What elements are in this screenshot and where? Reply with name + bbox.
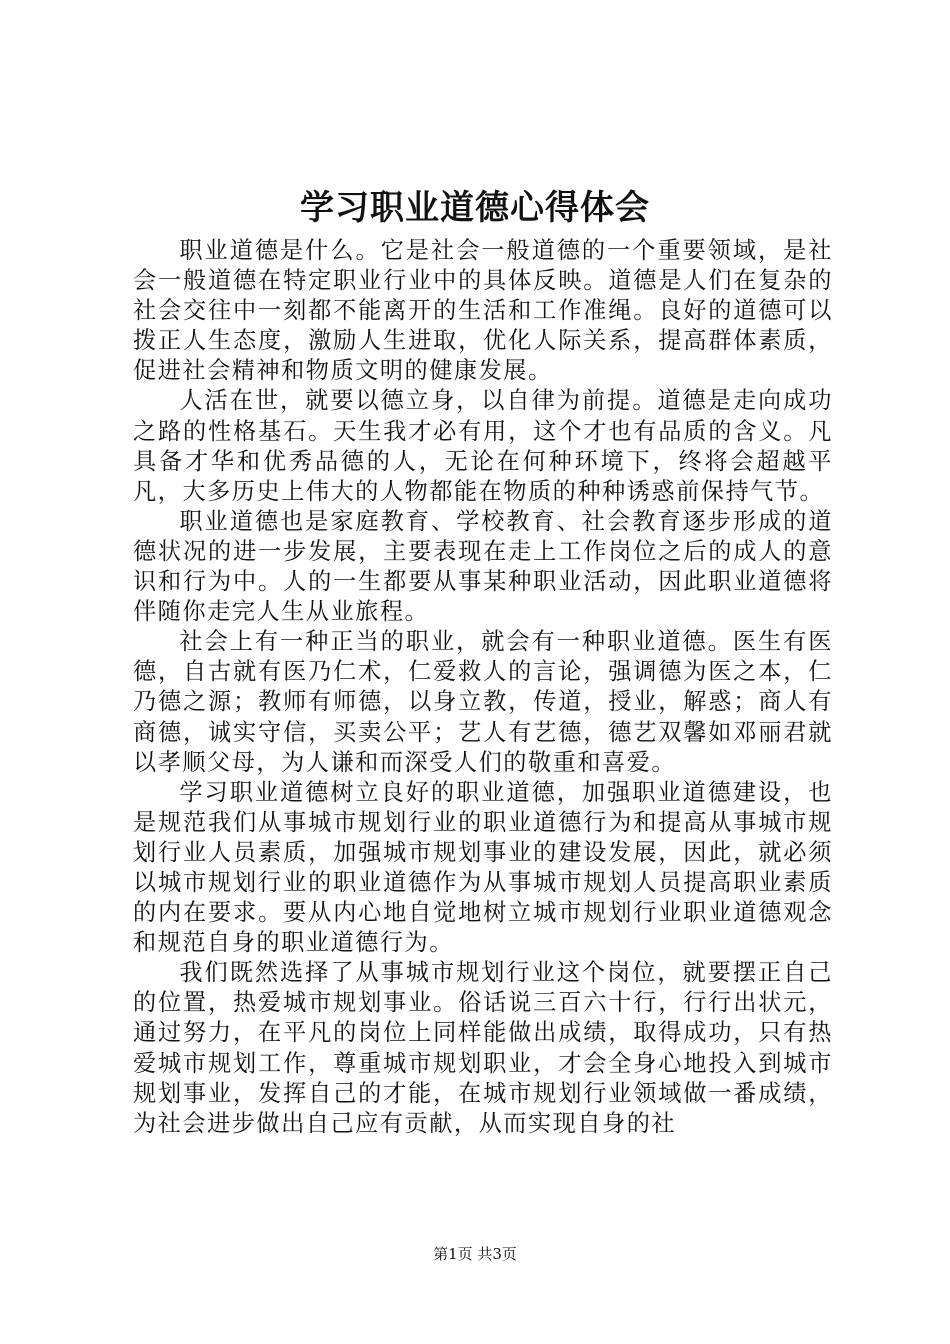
paragraph: 社会上有一种正当的职业，就会有一种职业道德。医生有医德，自古就有医乃仁术，仁爱救人的言论，强调德为医之本，仁乃德之源；教师有师德，以身立教，传道，授业，解惑；商人有商德，诚实守信，买卖公平；艺人有艺德，德艺双馨如邓丽君就以孝顺父母，为人谦和而深受人们的敬重和喜爱。: [133, 628, 833, 776]
paragraph: 我们既然选择了从事城市规划行业这个岗位，就要摆正自己的位置，热爱城市规划事业。俗话说三百六十行，行行出状元，通过努力，在平凡的岗位上同样能做出成绩，取得成功，只有热爱城市规划工作，尊重城市规划职业，才会全身心地投入到城市规划事业，发挥自己的才能，在城市规划行业领域做一番成绩，为社会进步做出自己应有贡献，从而实现自身的社: [133, 959, 833, 1137]
paragraph: 职业道德是什么。它是社会一般道德的一个重要领域，是社会一般道德在特定职业行业中的具体反映。道德是人们在复杂的社会交往中一刻都不能离开的生活和工作准绳。良好的道德可以拨正人生态度，激励人生进取，优化人际关系，提高群体素质，促进社会精神和物质文明的健康发展。: [133, 237, 833, 385]
document-title: 学习职业道德心得体会: [300, 188, 650, 228]
document-body: [133, 236, 833, 1139]
page-indicator: 第1页 共3页: [433, 1245, 517, 1263]
paragraph: 职业道德也是家庭教育、学校教育、社会教育逐步形成的道德状况的进一步发展，主要表现在走上工作岗位之后的成人的意识和行为中。人的一生都要从事某种职业活动，因此职业道德将伴随你走完人生从业旅程。: [133, 507, 833, 626]
page-footer: [0, 1244, 950, 1264]
paragraph: 学习职业道德树立良好的职业道德，加强职业道德建设，也是规范我们从事城市规划行业的职业道德行为和提高从事城市规划行业人员素质，加强城市规划事业的建设发展，因此，就必须以城市规划行业的职业道德作为从事城市规划人员提高职业素质的内在要求。要从内心地自觉地树立城市规划行业职业道德观念和规范自身的职业道德行为。: [133, 778, 833, 957]
paragraph: 人活在世，就要以德立身，以自律为前提。道德是走向成功之路的性格基石。天生我才必有用，这个才也有品质的含义。凡具备才华和优秀品德的人，无论在何种环境下，终将会超越平凡，大多历史上伟大的人物都能在物质的种种诱惑前保持气节。: [133, 387, 833, 505]
